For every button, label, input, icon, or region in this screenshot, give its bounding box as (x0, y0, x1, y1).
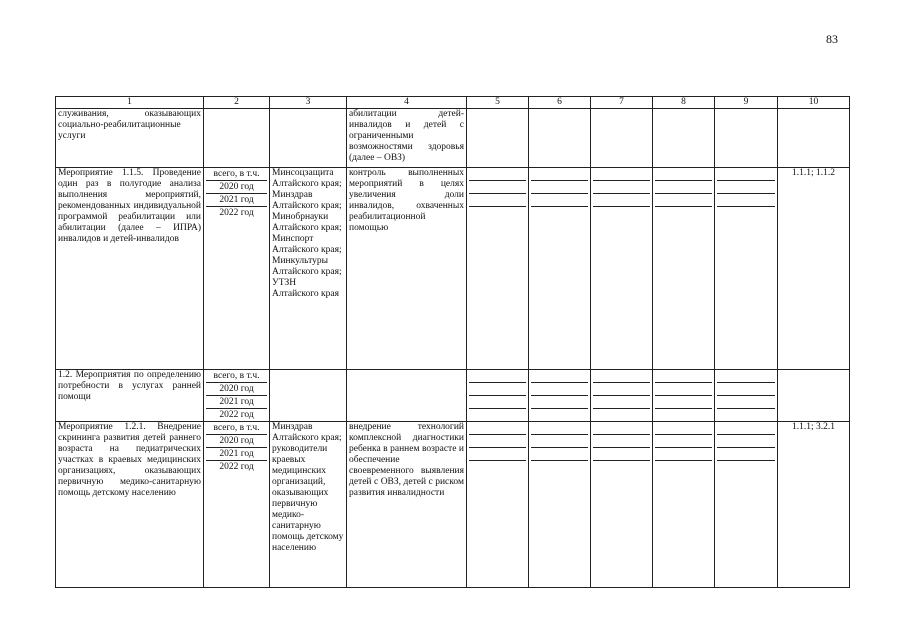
value-cell (591, 422, 653, 588)
year-label: всего, в т.ч. (206, 168, 267, 181)
table-row (56, 168, 850, 370)
indicator-cell: 1.1.1; 1.1.2 (778, 168, 850, 370)
value-cell (467, 168, 529, 370)
value-cell (529, 168, 591, 370)
value-cell (529, 109, 591, 168)
year-label: всего, в т.ч. (206, 422, 267, 435)
value-cell (467, 109, 529, 168)
table-row (56, 370, 850, 422)
year-label: 2020 год (206, 181, 267, 194)
value-cell (715, 422, 778, 588)
value-cell (529, 370, 591, 422)
executor-cell (270, 370, 347, 422)
header-cell: 2 (204, 97, 270, 109)
executor-cell: Минсоцзащита Алтайского края; Минздрав Алтайского края; Минобрнауки Алтайского края; Минспорт Алтайского края; Минкультуры Алтайского края; УТЗН Алтайского края (270, 168, 347, 370)
activity-cell: Мероприятие 1.1.5. Проведение один раз в полугодие анализа выполнения мероприятий, рекомендованных индивидуальной программой реабилитации или абилитации (далее – ИПРА) инвалидов и детей-инвалидов (56, 168, 204, 370)
header-cell: 6 (529, 97, 591, 109)
table-row (56, 109, 850, 168)
result-cell (347, 370, 467, 422)
year-label: всего, в т.ч. (206, 370, 267, 383)
value-cell (653, 109, 715, 168)
executor-cell (270, 109, 347, 168)
program-table (55, 96, 850, 588)
executor-cell: Минздрав Алтайского края; руководители краевых медицинских организаций, оказывающих первичную медико-санитарную помощь детскому населению (270, 422, 347, 588)
value-cell (653, 168, 715, 370)
value-cell (591, 109, 653, 168)
year-label: 2020 год (206, 435, 267, 448)
header-cell: 1 (56, 97, 204, 109)
header-cell: 4 (347, 97, 467, 109)
value-cell (653, 370, 715, 422)
value-cell (715, 370, 778, 422)
result-cell: абилитации детей-инвалидов и детей с ограниченными возможностями здоровья (далее – ОВЗ) (347, 109, 467, 168)
value-cell (653, 422, 715, 588)
year-label: 2022 год (219, 410, 254, 420)
indicator-cell (778, 109, 850, 168)
value-cell (591, 370, 653, 422)
page-number: 83 (826, 32, 838, 46)
years-cell (204, 370, 270, 422)
result-cell: контроль выполненных мероприятий в целях увеличения доли инвалидов, охваченных реабилитационной помощью (347, 168, 467, 370)
value-cell (467, 422, 529, 588)
indicator-cell: 1.1.1; 3.2.1 (778, 422, 850, 588)
header-cell: 9 (715, 97, 778, 109)
year-label: 2021 год (206, 448, 267, 461)
result-cell: внедрение технологий комплексной диагностики ребенка в раннем возрасте и обеспечение своевременного выявления детей с ОВЗ, детей с риском развития инвалидности (347, 422, 467, 588)
header-cell: 8 (653, 97, 715, 109)
header-cell: 10 (778, 97, 850, 109)
value-cell (529, 422, 591, 588)
value-cell (715, 168, 778, 370)
activity-cell: 1.2. Мероприятия по определению потребности в услугах ранней помощи (56, 370, 204, 422)
year-label: 2020 год (206, 383, 267, 396)
header-cell: 3 (270, 97, 347, 109)
header-cell: 5 (467, 97, 529, 109)
activity-cell: служивания, оказывающих социально-реабилитационные услуги (56, 109, 204, 168)
header-cell: 7 (591, 97, 653, 109)
header-row (56, 97, 850, 109)
table-row (56, 422, 850, 588)
years-cell (204, 422, 270, 588)
year-label: 2021 год (206, 194, 267, 207)
value-cell (715, 109, 778, 168)
value-cell (591, 168, 653, 370)
years-cell (204, 168, 270, 370)
year-label: 2022 год (219, 208, 254, 218)
activity-cell: Мероприятие 1.2.1. Внедрение скрининга развития детей раннего возраста на педиатрических участках в краевых медицинских организациях, оказывающих первичную медико-санитарную помощь детскому населению (56, 422, 204, 588)
years-cell (204, 109, 270, 168)
indicator-cell (778, 370, 850, 422)
value-cell (467, 370, 529, 422)
year-label: 2022 год (219, 462, 254, 472)
year-label: 2021 год (206, 396, 267, 409)
